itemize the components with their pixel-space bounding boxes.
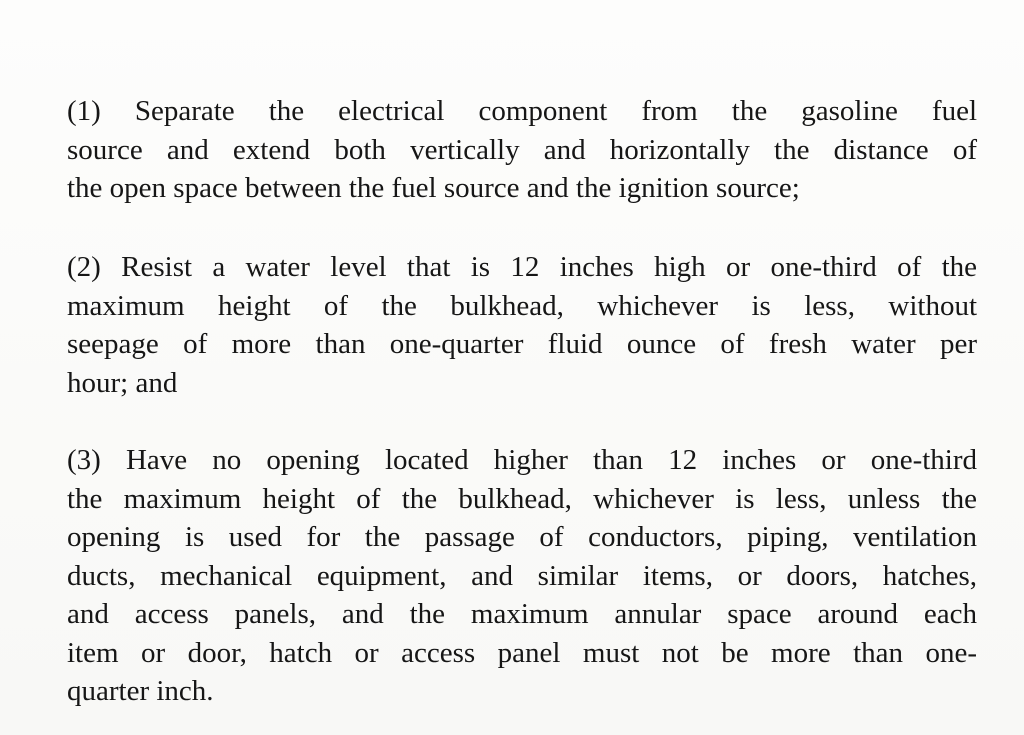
paragraph-line: quarter inch. <box>67 675 214 707</box>
paragraph-line: the open space between the fuel source and the ignition source; <box>67 172 800 204</box>
paragraph-2 <box>67 248 977 402</box>
paragraph-line: ducts, mechanical equipment, and similar items, or doors, hatches, <box>67 559 977 592</box>
paragraph-line: (2) Resist a water level that is 12 inches high or one-third of the <box>67 251 977 283</box>
paragraph-3 <box>67 441 977 711</box>
paragraph-line: the maximum height of the bulkhead, whichever is less, unless the <box>67 482 977 515</box>
paragraph-line: item or door, hatch or access panel must not be more than one- <box>67 636 977 669</box>
paragraph-line: hour; and <box>67 366 178 399</box>
paragraph-line: and access panels, and the maximum annular space around each <box>67 598 977 630</box>
paragraph-line: seepage of more than one-quarter fluid ounce of fresh water per <box>67 328 977 360</box>
paragraph-line: opening is used for the passage of conductors, piping, ventilation <box>67 521 977 553</box>
paragraph-line: (3) Have no opening located higher than 12 inches or one-third <box>67 444 977 476</box>
paragraph-1 <box>67 92 977 208</box>
paragraph-line: (1) Separate the electrical component from the gasoline fuel <box>67 95 977 127</box>
paragraph-line: maximum height of the bulkhead, whichever is less, without <box>67 289 977 322</box>
paragraph-line: source and extend both vertically and horizontally the distance of <box>67 133 977 166</box>
